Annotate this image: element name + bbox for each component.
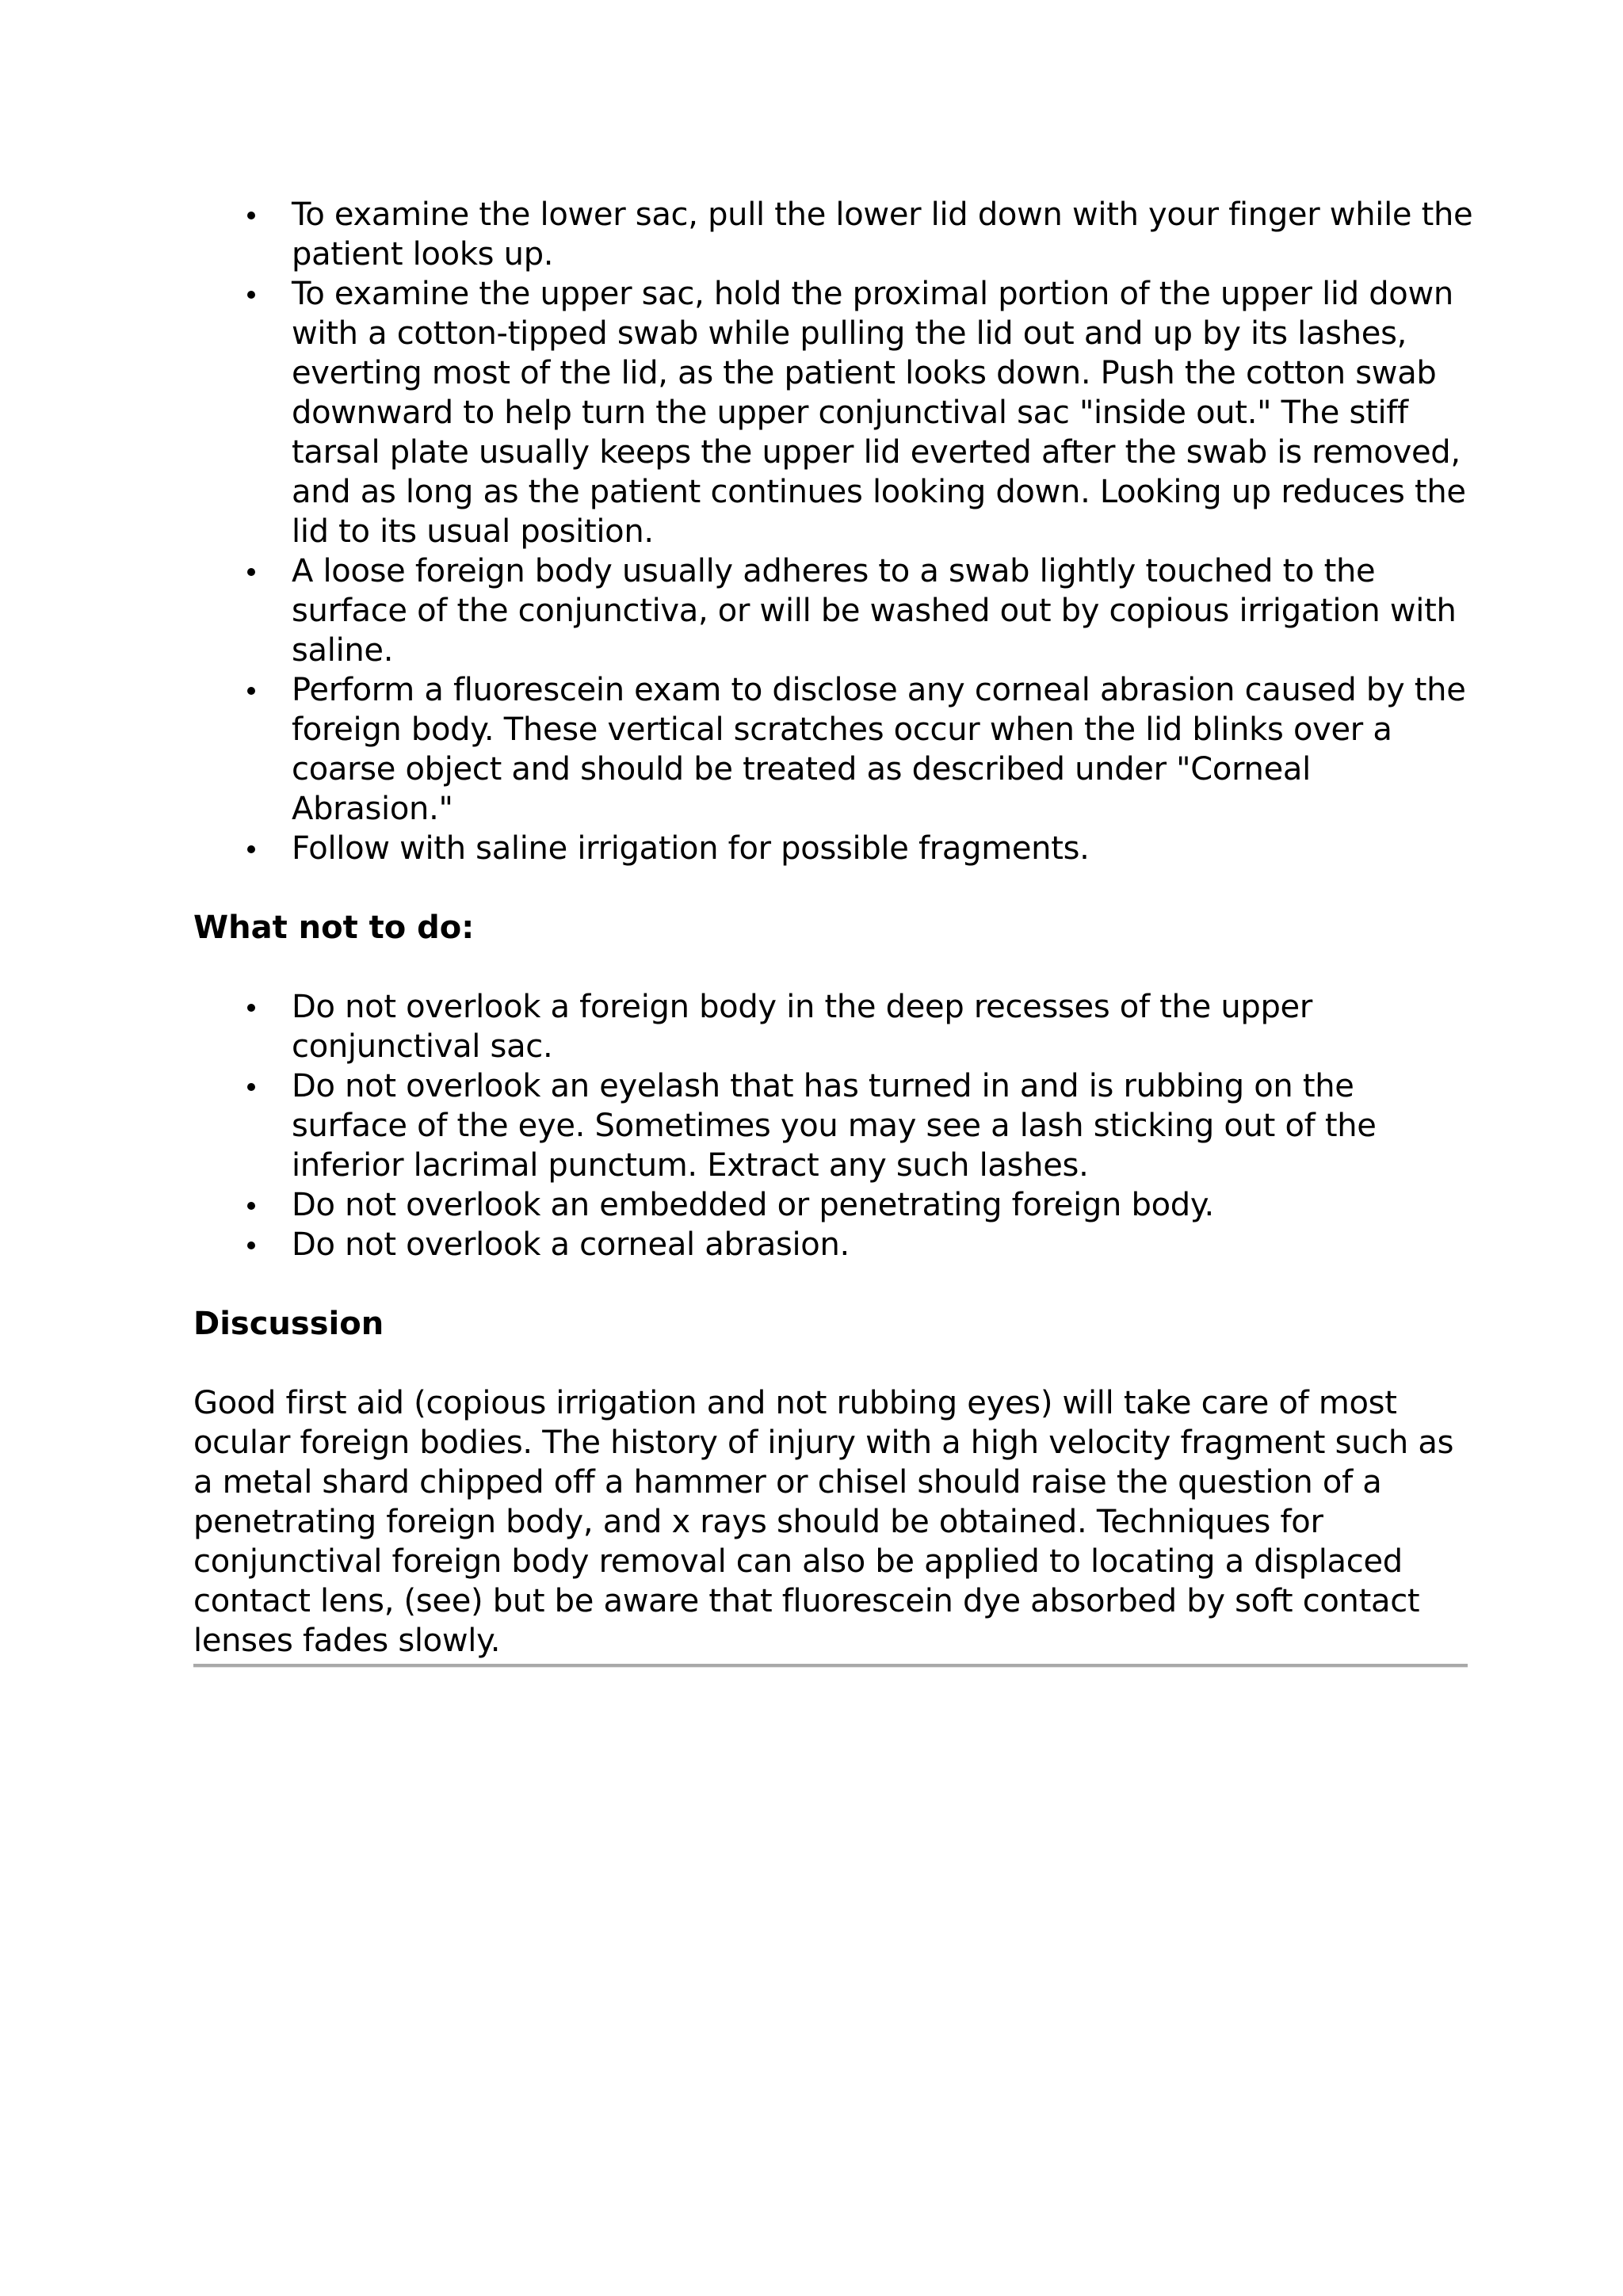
horizontal-rule: [193, 1664, 1468, 1668]
list-item-text: Do not overlook a foreign body in the deep recesses of the upper conjunctival sac.: [292, 989, 1313, 1065]
list-item-text: Do not overlook an eyelash that has turned in and is rubbing on the surface of the eye. Sometimes you may see a lash sticking out of the inferior lacrimal punctum. Extract any such lashes.: [292, 1068, 1377, 1184]
list-item: [193, 195, 1477, 274]
list-item: [193, 987, 1477, 1066]
list-item: [193, 1225, 1477, 1264]
discussion-paragraph: Good first aid (copious irrigation and not rubbing eyes) will take care of most ocular foreign bodies. The history of injury with a high velocity fragment such as a metal shard chipped off a hammer or chisel should raise the question of a penetrating foreign body, and x rays should be obtained. Techniques for conjunctival foreign body removal can also be applied to locating a displaced contact lens, (see) but be aware that fluorescein dye absorbed by soft contact lenses fades slowly.: [193, 1385, 1454, 1659]
list-item: [193, 274, 1477, 551]
bullet-icon: [247, 1083, 255, 1091]
document-page: [193, 195, 1477, 1668]
bullet-icon: [247, 845, 255, 853]
bullet-icon: [247, 687, 255, 695]
list-item-text: A loose foreign body usually adheres to a swab lightly touched to the surface of the conjunctiva, or will be washed out by copious irrigation with saline.: [292, 553, 1457, 669]
bullet-icon: [247, 1004, 255, 1012]
list-item-text: To examine the upper sac, hold the proximal portion of the upper lid down with a cotton-tipped swab while pulling the lid out and up by its lashes, everting most of the lid, as the patient looks down. Push the cotton swab downward to help turn the upper conjunctival sac "inside out." The stiff tarsal plate usually keeps the upper lid everted after the swab is removed, and as long as the patient continues looking down. Looking up reduces the lid to its usual position.: [292, 276, 1466, 550]
bullet-icon: [247, 568, 255, 576]
list-item-text: Do not overlook an embedded or penetrating foreign body.: [292, 1187, 1214, 1223]
list-item: [193, 1185, 1477, 1225]
list-item-text: To examine the lower sac, pull the lower lid down with your finger while the patient looks up.: [292, 196, 1473, 273]
bullet-icon: [247, 291, 255, 299]
list-item: [193, 829, 1477, 868]
list-item-text: Do not overlook a corneal abrasion.: [292, 1226, 850, 1263]
discussion-heading: Discussion: [193, 1306, 384, 1342]
list-item-text: Follow with saline irrigation for possible fragments.: [292, 830, 1090, 867]
list-item: [193, 551, 1477, 670]
bullet-icon: [247, 212, 255, 219]
what-not-to-do-heading: What not to do:: [193, 910, 475, 946]
list-item-text: Perform a fluorescein exam to disclose any corneal abrasion caused by the foreign body. These vertical scratches occur when the lid blinks over a coarse object and should be treated as described under "Corneal Abrasion.": [292, 672, 1466, 827]
list-item: [193, 670, 1477, 829]
procedure-list: [193, 195, 1477, 868]
what-not-to-do-list: [193, 987, 1477, 1264]
list-item: [193, 1066, 1477, 1185]
bullet-icon: [247, 1202, 255, 1210]
bullet-icon: [247, 1241, 255, 1249]
